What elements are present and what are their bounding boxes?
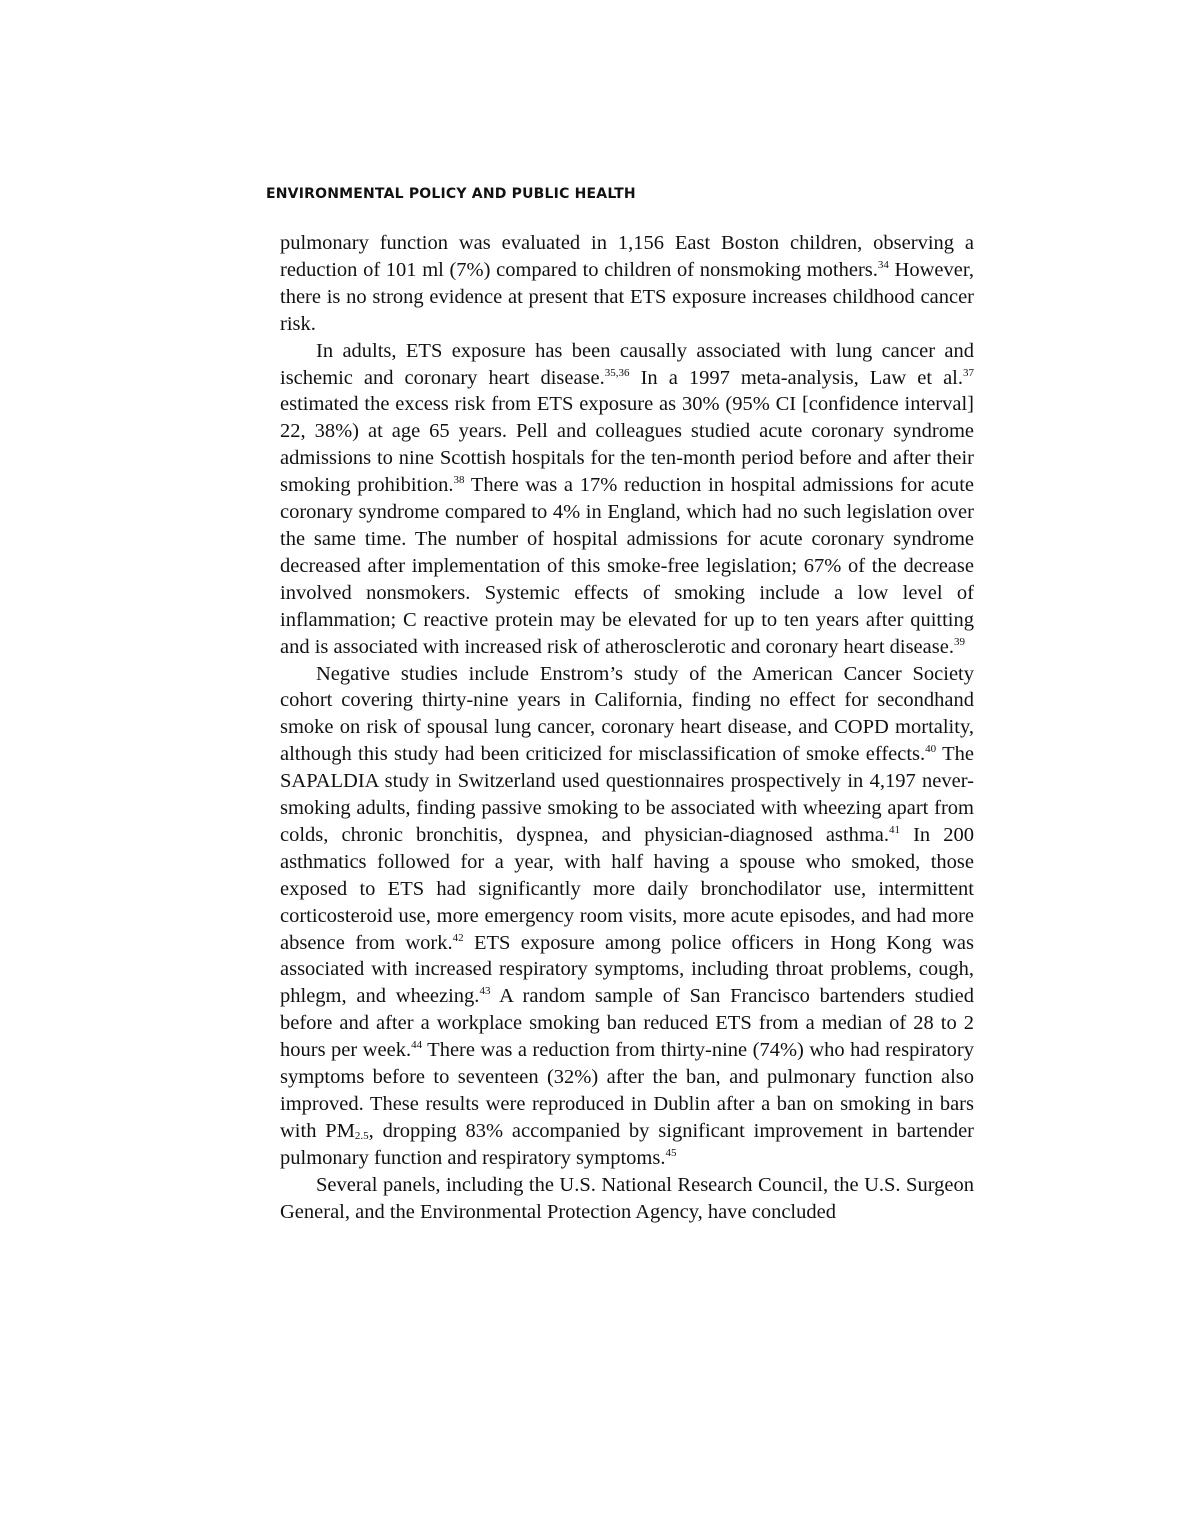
subscript: 2.5 — [354, 1129, 369, 1142]
paragraph-text: estimated the excess risk from ETS exposure as 30% (95% CI [confidence interval] 22, 38%) at age 65 years. Pell and colleagues studied acute coronary syndrome admissions to nine Scottish hospitals for the ten-month period before and after their smoking prohibition. — [280, 393, 974, 497]
paragraph-text: In adults, ETS exposure has been causally associated with lung cancer and ischemic and coronary heart disease. — [280, 339, 974, 389]
body-text — [280, 230, 974, 1226]
citation-superscript: 37 — [963, 366, 974, 379]
paragraph-1 — [280, 230, 974, 338]
citation-superscript: 45 — [665, 1146, 677, 1159]
paragraph-text: There was a 17% reduction in hospital admissions for acute coronary syndrome compared to 4% in England, which had no such legislation over the same time. The number of hospital admissions for acute coronary syndrome decreased after implementation of this smoke-free legislation; 67% of the decrease involved nonsmokers. Systemic effects of smoking include a low level of inflammation; C reactive protein may be elevated for up to ten years after quitting and is associated with increased risk of atherosclerotic and coronary heart disease. — [280, 474, 974, 658]
citation-superscript: 38 — [453, 474, 465, 487]
citation-superscript: 43 — [479, 985, 491, 998]
paragraph-text: A random sample of San Francisco bartenders studied before and after a workplace smoking ban reduced ETS from a median of 28 to 2 hours per week. — [280, 985, 974, 1062]
citation-superscript: 44 — [411, 1039, 423, 1052]
paragraph-4 — [280, 1172, 974, 1226]
paragraph-text: , dropping 83% accompanied by significant improvement in bartender pulmonary function and respiratory symptoms. — [280, 1119, 974, 1169]
paragraph-text: The SAPALDIA study in Switzerland used questionnaires prospectively in 4,197 never-smoking adults, finding passive smoking to be associated with wheezing apart from colds, chronic bronchitis, dyspnea, and physician-diagnosed asthma. — [280, 743, 974, 846]
paragraph-text: In 200 asthmatics followed for a year, with half having a spouse who smoked, those exposed to ETS had significantly more daily bronchodilator use, intermittent corticosteroid use, more emergency room visits, more acute episodes, and had more absence from work. — [280, 823, 975, 954]
paragraph-text: In a 1997 meta-analysis, Law et al. — [629, 366, 963, 389]
citation-superscript: 41 — [889, 823, 901, 836]
paragraph-text: ETS exposure among police officers in Hong Kong was associated with increased respiratory symptoms, including throat problems, cough, phlegm, and wheezing. — [280, 931, 974, 1008]
citation-superscript: 39 — [953, 635, 965, 648]
citation-superscript: 35,36 — [604, 366, 630, 379]
citation-superscript: 34 — [877, 258, 889, 271]
citation-superscript: 40 — [925, 743, 937, 756]
paragraph-2 — [280, 338, 974, 661]
running-head: ENVIRONMENTAL POLICY AND PUBLIC HEALTH — [266, 186, 636, 202]
paragraph-text: However, there is no strong evidence at present that ETS exposure increases childhood cancer risk. — [280, 258, 974, 335]
paragraph-text: There was a reduction from thirty-nine (74%) who had respiratory symptoms before to seventeen (32%) after the ban, and pulmonary function also improved. These results were reproduced in Dublin after a ban on smoking in bars with PM — [280, 1039, 975, 1142]
paragraph-text: Negative studies include Enstrom’s study of the American Cancer Society cohort covering thirty-nine years in California, finding no effect for secondhand smoke on risk of spousal lung cancer, coronary heart disease, and COPD mortality, although this study had been criticized for misclassification of smoke effects. — [280, 662, 974, 766]
paragraph-text: Several panels, including the U.S. National Research Council, the U.S. Surgeon General, and the Environmental Protection Agency, have concluded — [280, 1173, 974, 1223]
paragraph-text: pulmonary function was evaluated in 1,156 East Boston children, observing a reduction of 101 ml (7%) compared to children of nonsmoking mothers. — [280, 232, 974, 281]
paragraph-3 — [280, 661, 974, 1172]
citation-superscript: 42 — [452, 931, 464, 944]
